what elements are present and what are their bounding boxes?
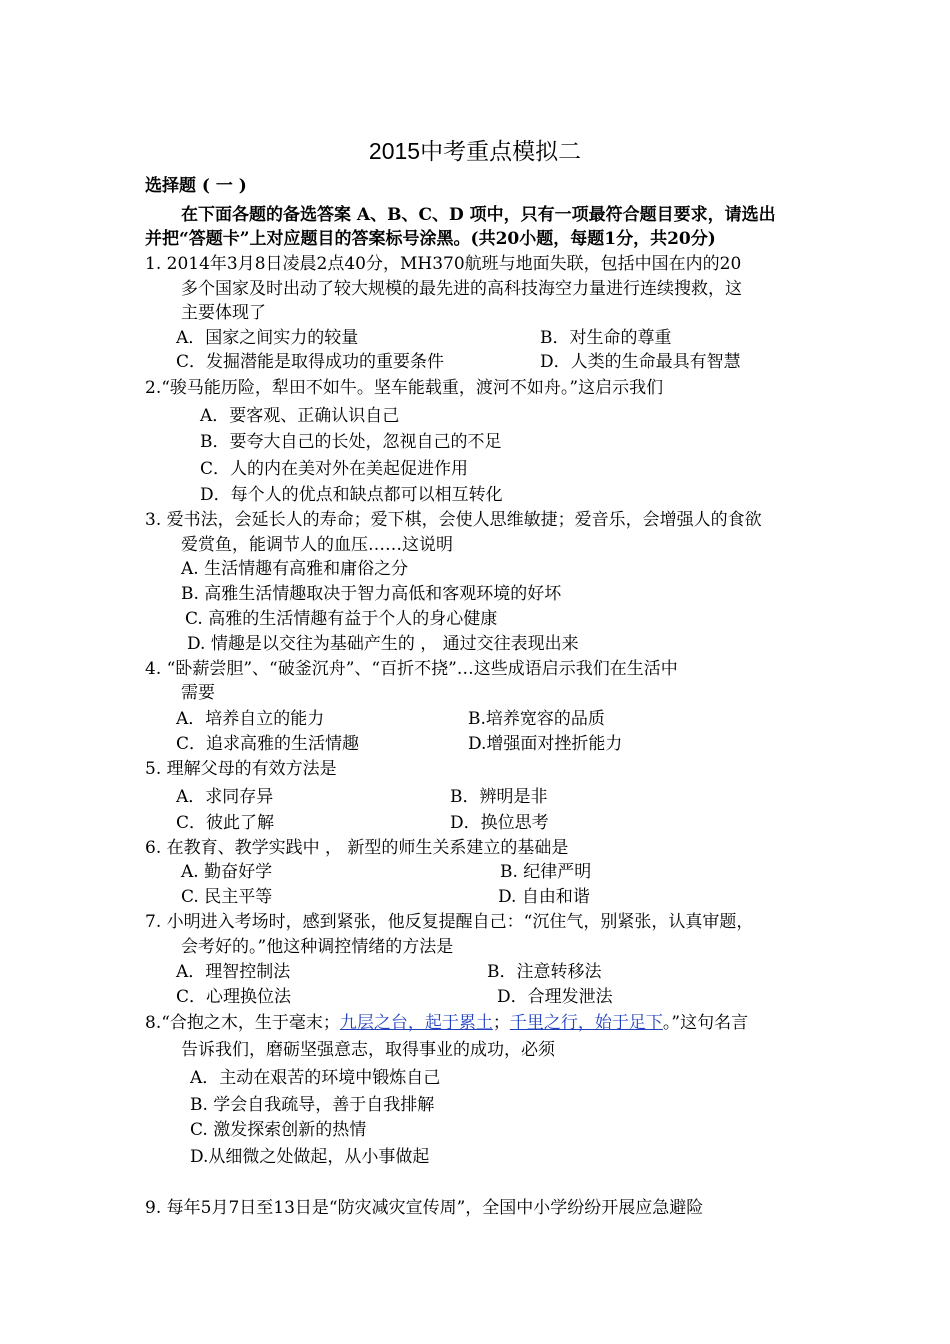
q7-option-a: A．理智控制法 <box>176 962 291 982</box>
q6-option-c: C. 民主平等 <box>181 887 273 907</box>
q7-option-b: B．注意转移法 <box>487 962 602 982</box>
q1-stem-2: 多个国家及时出动了较大规模的最先进的高科技海空力量进行连续搜救，这 <box>181 279 742 299</box>
q8-option-c: C. 激发探索创新的热情 <box>190 1120 367 1140</box>
q8-link-1[interactable]: 九层之台，起于累土 <box>339 1013 493 1033</box>
q4-option-d: D.增强面对挫折能力 <box>468 734 623 754</box>
q1-stem-1: 1. 2014年3月8日凌晨2点40分，MH370航班与地面失联，包括中国在内的20 <box>145 254 742 274</box>
q4-stem-2: 需要 <box>181 683 215 703</box>
q2-option-c: C．人的内在美对外在美起促进作用 <box>200 459 469 479</box>
q2-stem: 2.“骏马能历险，犁田不如牛。坚车能载重，渡河不如舟。”这启示我们 <box>145 378 664 398</box>
q8-option-b: B. 学会自我疏导，善于自我排解 <box>190 1095 435 1115</box>
q8-stem-prefix: 8.“合抱之木，生于毫末； <box>145 1013 340 1033</box>
q7-option-d: D．合理发泄法 <box>497 987 613 1007</box>
instructions-line-2: 并把“答题卡”上对应题目的答案标号涂黑。(共20小题，每题1分，共20分) <box>145 229 716 249</box>
section-heading: 选择题 ( 一 ) <box>145 176 247 196</box>
q8-link-2[interactable]: 千里之行，始于足下 <box>509 1013 663 1033</box>
q3-option-d: D. 情趣是以交往为基础产生的 ， 通过交往表现出来 <box>187 634 579 654</box>
q6-option-b: B. 纪律严明 <box>500 862 592 882</box>
q1-stem-3: 主要体现了 <box>181 303 266 323</box>
q4-stem-1: 4. “卧薪尝胆”、“破釜沉舟”、“百折不挠”…这些成语启示我们在生活中 <box>145 659 678 679</box>
q1-option-a: A．国家之间实力的较量 <box>176 328 359 348</box>
q3-stem-1: 3. 爱书法，会延长人的寿命；爱下棋，会使人思维敏捷；爱音乐，会增强人的食欲 <box>145 510 762 530</box>
q8-option-a: A．主动在艰苦的环境中锻炼自己 <box>190 1068 441 1088</box>
q5-option-c: C．彼此了解 <box>176 813 275 833</box>
q4-option-b: B.培养宽容的品质 <box>468 709 605 729</box>
q8-option-d: D.从细微之处做起，从小事做起 <box>190 1147 430 1167</box>
q8-stem-2: 告诉我们，磨砺坚强意志，取得事业的成功，必须 <box>181 1040 555 1060</box>
q3-option-c: C. 高雅的生活情趣有益于个人的身心健康 <box>185 609 498 629</box>
q5-option-b: B．辨明是非 <box>450 787 548 807</box>
q1-option-c: C．发掘潜能是取得成功的重要条件 <box>176 352 445 372</box>
page-title: 2015中考重点模拟二 <box>368 138 582 164</box>
q4-option-c: C．追求高雅的生活情趣 <box>176 734 360 754</box>
q5-option-a: A．求同存异 <box>176 787 274 807</box>
q6-option-a: A. 勤奋好学 <box>181 862 273 882</box>
q7-stem-1: 7. 小明进入考场时，感到紧张，他反复提醒自己：“沉住气，别紧张，认真审题， <box>145 912 754 932</box>
q1-option-d: D．人类的生命最具有智慧 <box>540 352 741 372</box>
q3-stem-2: 爱赏鱼，能调节人的血压……这说明 <box>181 535 453 555</box>
q2-option-d: D．每个人的优点和缺点都可以相互转化 <box>200 485 503 505</box>
q2-option-b: B．要夸大自己的长处，忽视自己的不足 <box>200 432 502 452</box>
q6-stem: 6. 在教育、教学实践中 ， 新型的师生关系建立的基础是 <box>145 838 569 858</box>
q4-option-a: A．培养自立的能力 <box>176 709 325 729</box>
q5-stem: 5. 理解父母的有效方法是 <box>145 759 337 779</box>
q7-option-c: C．心理换位法 <box>176 987 292 1007</box>
q8-stem-1 <box>145 1011 748 1035</box>
q6-option-d: D. 自由和谐 <box>498 887 590 907</box>
q5-option-d: D．换位思考 <box>450 813 549 833</box>
q9-stem: 9. 每年5月7日至13日是“防灾减灾宣传周”，全国中小学纷纷开展应急避险 <box>145 1198 704 1218</box>
q8-stem-mid: ； <box>492 1013 510 1033</box>
instructions-line-1: 在下面各题的备选答案 A、B、C、D 项中，只有一项最符合题目要求，请选出 <box>181 205 776 225</box>
q1-option-b: B．对生命的尊重 <box>540 328 672 348</box>
q3-option-a: A. 生活情趣有高雅和庸俗之分 <box>181 559 409 579</box>
q7-stem-2: 会考好的。”他这种调控情绪的方法是 <box>181 937 454 957</box>
q8-stem-suffix: 。”这句名言 <box>662 1013 749 1033</box>
q3-option-b: B. 高雅生活情趣取决于智力高低和客观环境的好坏 <box>181 584 562 604</box>
q2-option-a: A．要客观、正确认识自己 <box>200 406 400 426</box>
